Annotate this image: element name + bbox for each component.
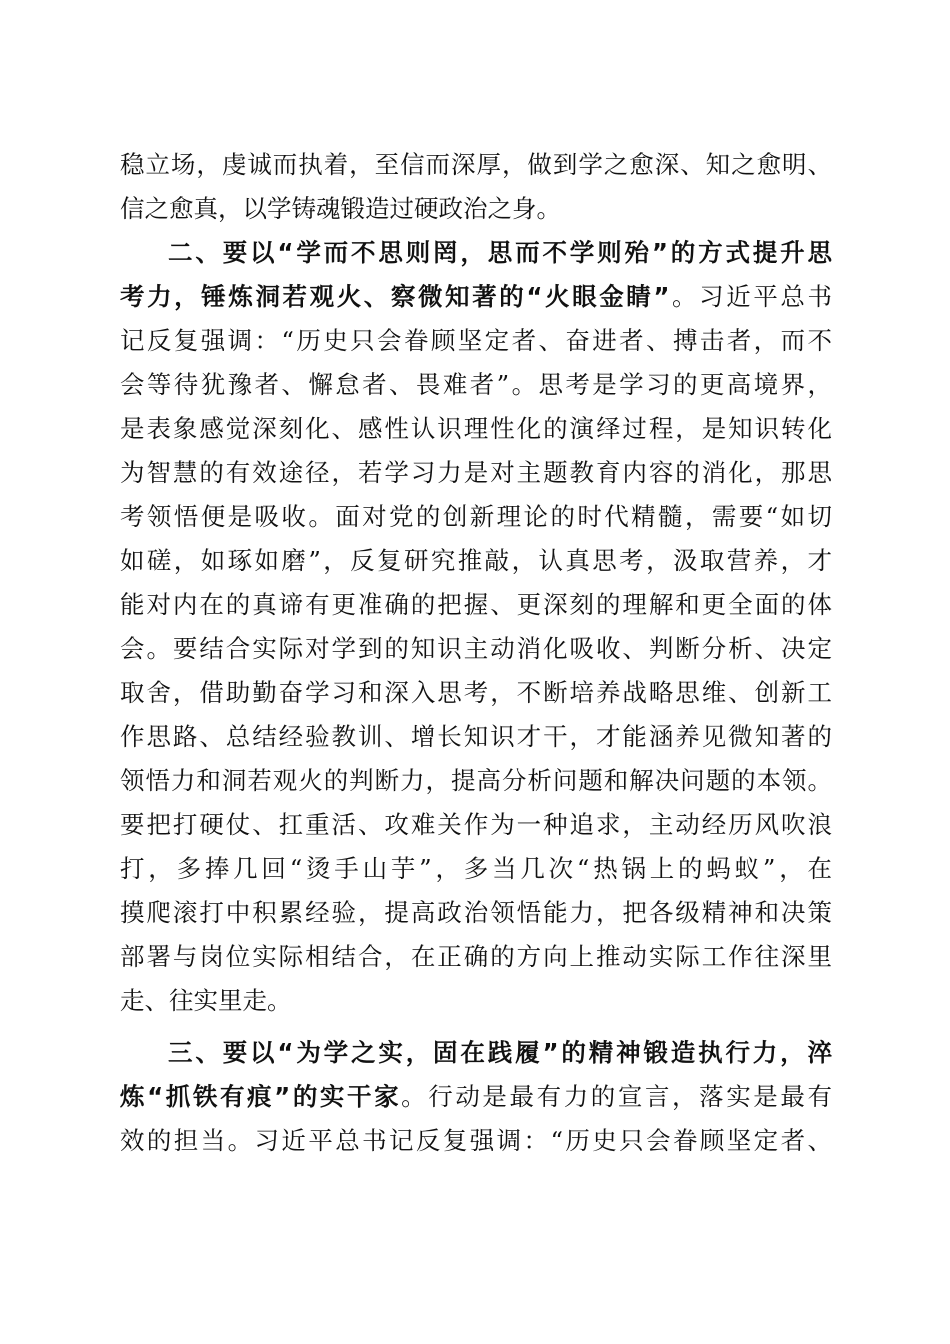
section-heading-line: 炼“抓铁有痕”的实干家。行动是最有力的宣言，落实是最有 — [120, 1082, 832, 1111]
section-heading-line: 二、要以“学而不思则罔，思而不学则殆”的方式提升思 — [168, 238, 832, 267]
body-line: 记反复强调：“历史只会眷顾坚定者、奋进者、搏击者，而不 — [120, 326, 832, 355]
body-line: 走、往实里走。 — [120, 986, 292, 1015]
section-heading-line: 考力，锤炼洞若观火、察微知著的“火眼金睛”。习近平总书 — [120, 282, 832, 311]
body-line: 打，多捧几回“烫手山芋”，多当几次“热锅上的蚂蚁”，在 — [120, 854, 832, 883]
body-line: 信之愈真，以学铸魂锻造过硬政治之身。 — [120, 194, 561, 223]
body-line: 为智慧的有效途径，若学习力是对主题教育内容的消化，那思 — [120, 458, 832, 487]
body-line: 能对内在的真谛有更准确的把握、更深刻的理解和更全面的体 — [120, 590, 832, 619]
body-line: 效的担当。习近平总书记反复强调：“历史只会眷顾坚定者、 — [120, 1126, 832, 1155]
body-line: 会等待犹豫者、懈怠者、畏难者”。思考是学习的更高境界， — [120, 370, 832, 399]
body-line: 如磋，如琢如磨”，反复研究推敲，认真思考，汲取营养，才 — [120, 546, 832, 575]
body-line: 是表象感觉深刻化、感性认识理性化的演绎过程，是知识转化 — [120, 414, 832, 443]
body-line: 领悟力和洞若观火的判断力，提高分析问题和解决问题的本领。 — [120, 766, 832, 795]
body-line: 稳立场，虔诚而执着，至信而深厚，做到学之愈深、知之愈明、 — [120, 150, 832, 179]
body-line: 摸爬滚打中积累经验，提高政治领悟能力，把各级精神和决策 — [120, 898, 832, 927]
body-line: 要把打硬仗、扛重活、攻难关作为一种追求，主动经历风吹浪 — [120, 810, 832, 839]
body-line: 作思路、总结经验教训、增长知识才干，才能涵养见微知著的 — [120, 722, 832, 751]
body-line: 会。要结合实际对学到的知识主动消化吸收、判断分析、决定 — [120, 634, 832, 663]
body-line: 取舍，借助勤奋学习和深入思考，不断培养战略思维、创新工 — [120, 678, 832, 707]
body-line: 考领悟便是吸收。面对党的创新理论的时代精髓，需要“如切 — [120, 502, 832, 531]
section-heading-line: 三、要以“为学之实，固在践履”的精神锻造执行力，淬 — [168, 1038, 832, 1067]
body-line: 部署与岗位实际相结合，在正确的方向上推动实际工作往深里 — [120, 942, 832, 971]
